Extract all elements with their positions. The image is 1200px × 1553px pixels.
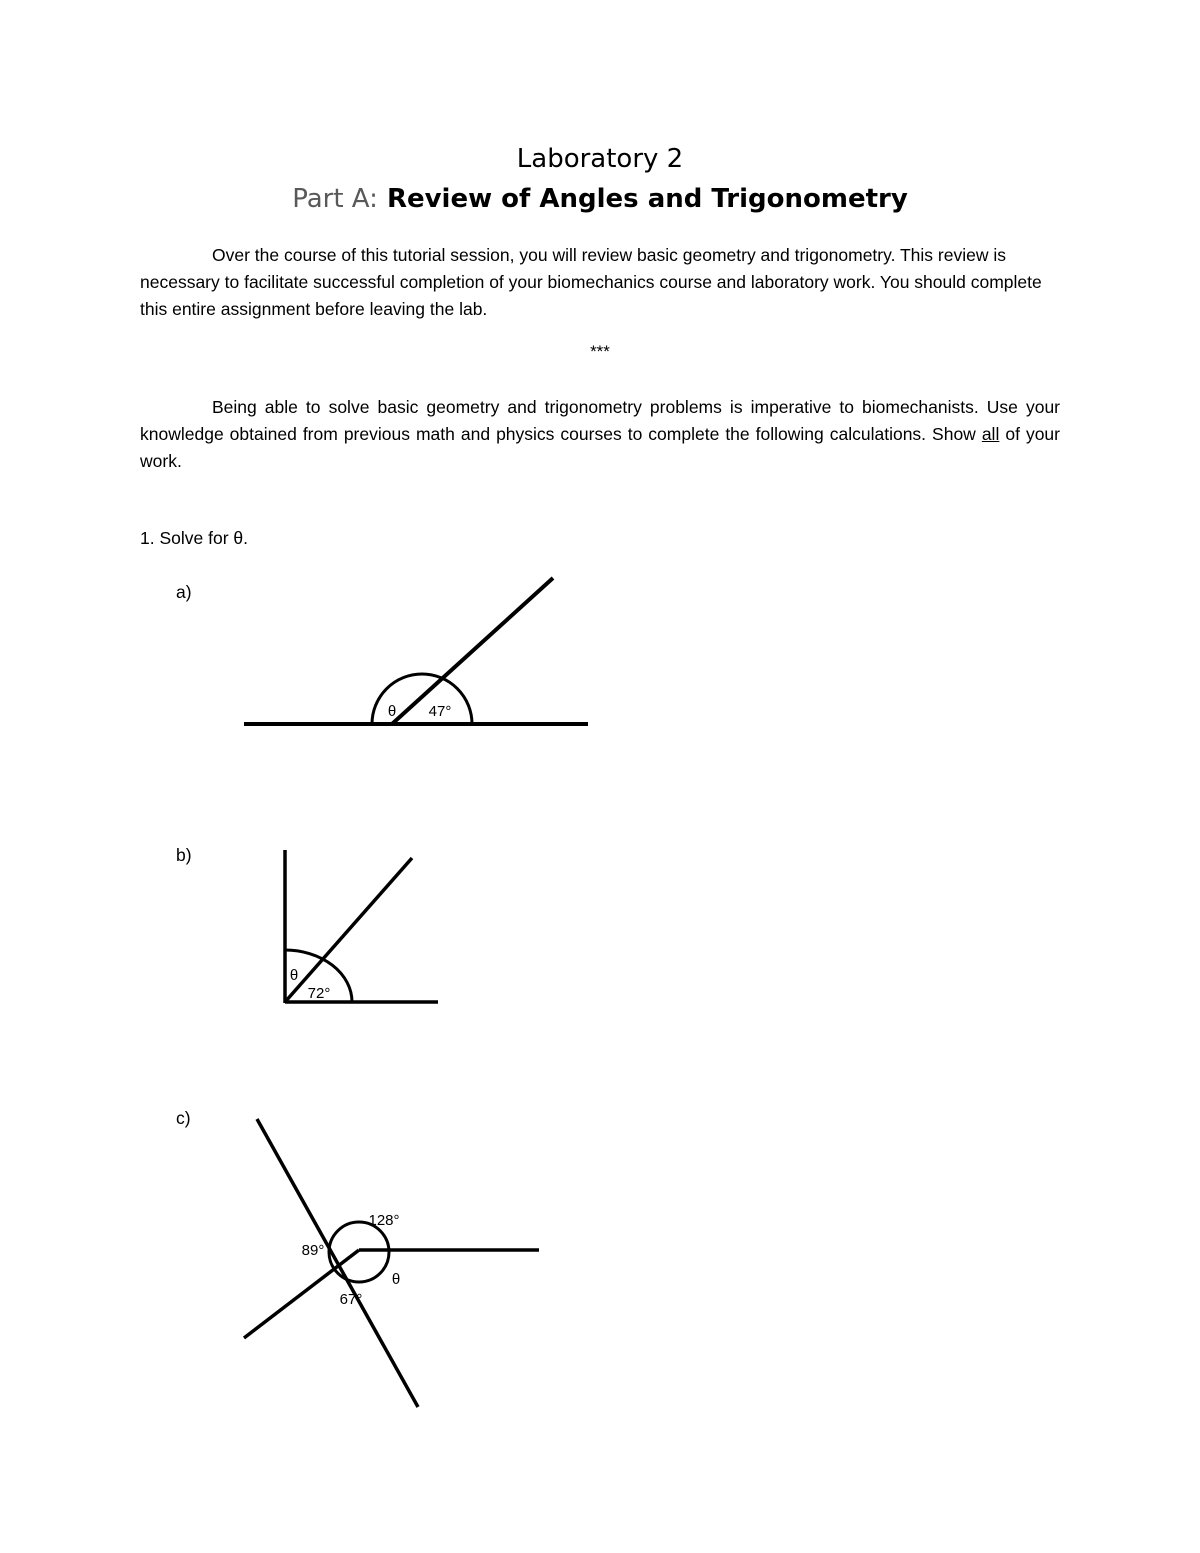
instructions-text-before: Being able to solve basic geometry and trigonometry problems is imperative to biomechanists. Use your knowledge obtained from previous math and physics courses to complete the following calculations. Show: [140, 397, 1060, 444]
diagram-c-top-angle-label: 128°: [368, 1212, 400, 1229]
intro-paragraph: Over the course of this tutorial session, you will review basic geometry and trigonometry. This review is necessary to facilitate successful completion of your biomechanics course and laboratory work. You should complete this entire assignment before leaving the lab.: [140, 245, 1042, 319]
diagram-c: [244, 1119, 539, 1407]
diagram-a-theta-label: θ: [387, 703, 397, 720]
diagram-a-angle-label: 47°: [428, 703, 452, 720]
diagram-a-ray: [392, 578, 553, 724]
diagram-c-bottom-angle-label: 67°: [339, 1291, 363, 1308]
diagram-b-ray: [285, 858, 412, 1002]
part-a-label: a): [176, 582, 192, 602]
diagram-c-line-1: [257, 1119, 418, 1407]
part-b-label: b): [176, 845, 192, 865]
diagram-c-theta-label: θ: [391, 1271, 401, 1288]
part-title: Review of Angles and Trigonometry: [386, 184, 908, 214]
diagram-b-theta-label: θ: [289, 967, 299, 984]
instructions-emphasis: all: [981, 424, 1000, 444]
diagram-b: [285, 850, 438, 1003]
page-title: Laboratory 2: [516, 144, 684, 174]
diagram-a: [244, 578, 588, 724]
instructions-text-after: of your work.: [140, 424, 1060, 471]
part-label: Part A:: [292, 184, 378, 214]
question-1-prompt: 1. Solve for θ.: [140, 528, 248, 548]
diagram-c-left-angle-label: 89°: [301, 1242, 325, 1259]
section-separator: ***: [590, 342, 610, 361]
diagram-b-angle-label: 72°: [307, 985, 331, 1002]
part-c-label: c): [176, 1108, 191, 1128]
